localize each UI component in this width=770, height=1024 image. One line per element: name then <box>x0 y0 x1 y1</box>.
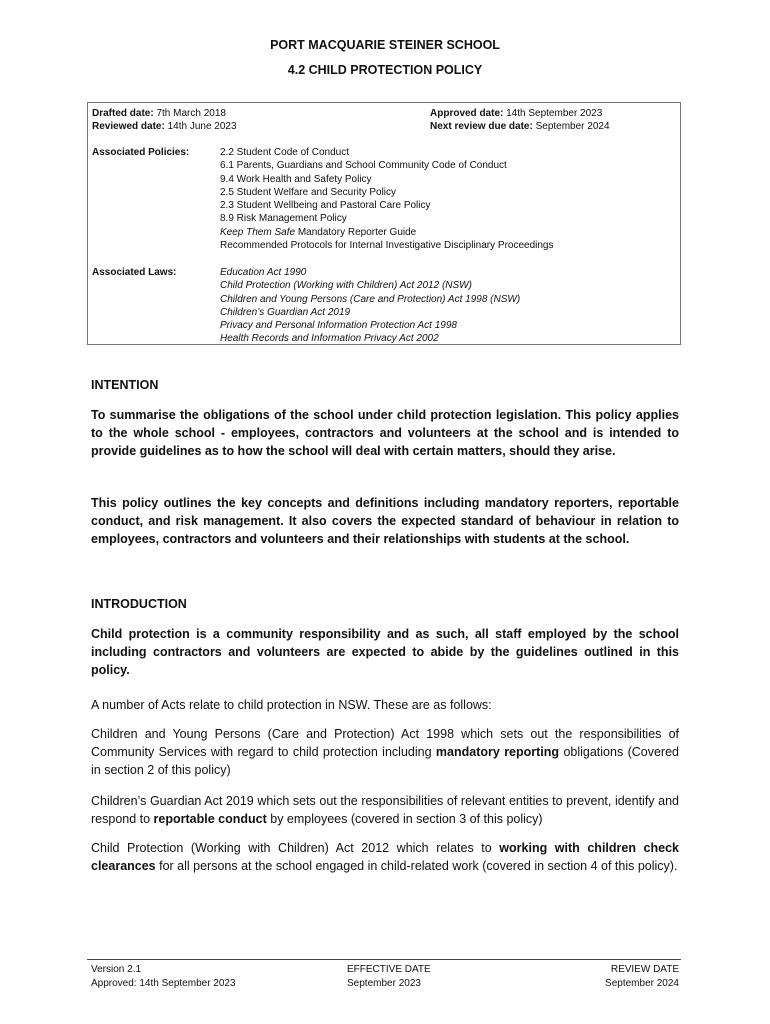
policy-item: 2.3 Student Wellbeing and Pastoral Care Policy <box>220 200 431 212</box>
introduction-paragraph-1: Child protection is a community responsibility and as such, all staff employed by the school including contractors and volunteers are expected to abide by the guidelines outlined in this policy. <box>91 627 679 678</box>
introduction-paragraph-5: Child Protection (Working with Children) Act 2012 which relates to working with children check clearances for all persons at the school engaged in child-related work (covered in section 4 of this policy). <box>91 841 679 874</box>
intention-paragraph-1: To summarise the obligations of the school under child protection legislation. This policy applies to the whole school - employees, contractors and volunteers at the school and is intended to provide guidelines as to how the school will deal with certain matters, should they arise. <box>91 408 679 459</box>
footer-divider <box>87 959 681 960</box>
law-item: Health Records and Information Privacy Act 2002 <box>220 333 439 345</box>
associated-policies-label: Associated Policies: <box>92 147 190 158</box>
policy-info-box <box>87 102 681 345</box>
policy-item: 2.2 Student Code of Conduct <box>220 147 349 158</box>
introduction-paragraph-4: Children’s Guardian Act 2019 which sets out the responsibilities of relevant entities to prevent, identify and respond to reportable conduct by employees (covered in section 3 of this policy) <box>91 794 679 827</box>
policy-item: Keep Them Safe Mandatory Reporter Guide <box>220 226 417 238</box>
drafted-date: Drafted date: 7th March 2018 <box>92 108 226 119</box>
footer-effective-date: EFFECTIVE DATE September 2023 <box>347 964 431 989</box>
introduction-paragraph-3: Children and Young Persons (Care and Protection) Act 1998 which sets out the responsibilities of Community Services with regard to child protection including mandatory reporting obligations (Covered in section 2 of this policy) <box>91 727 679 778</box>
approved-date: Approved date: 14th September 2023 <box>430 108 603 119</box>
intention-heading: INTENTION <box>91 378 159 392</box>
law-item: Education Act 1990 <box>220 267 307 278</box>
introduction-heading: INTRODUCTION <box>91 597 187 611</box>
law-item: Children’s Guardian Act 2019 <box>220 306 351 318</box>
policy-title: 4.2 CHILD PROTECTION POLICY <box>287 63 483 77</box>
introduction-paragraph-2: A number of Acts relate to child protection in NSW. These are as follows: <box>91 698 492 712</box>
associated-laws-label: Associated Laws: <box>92 267 177 278</box>
footer-version: Version 2.1 Approved: 14th September 2023 <box>91 964 236 989</box>
policy-item: Recommended Protocols for Internal Investigative Disciplinary Proceedings <box>220 240 554 252</box>
intention-paragraph-2: This policy outlines the key concepts and definitions including mandatory reporters, reportable conduct, and risk management. It also covers the expected standard of behaviour in relation to employees, contractors and volunteers and their relationships with students at the school. <box>91 496 679 547</box>
associated-laws-list <box>220 266 520 346</box>
school-name: PORT MACQUARIE STEINER SCHOOL <box>270 38 500 52</box>
policy-item: 8.9 Risk Management Policy <box>220 213 347 225</box>
policy-item: 6.1 Parents, Guardians and School Community Code of Conduct <box>220 160 507 172</box>
law-item: Privacy and Personal Information Protection Act 1998 <box>220 320 457 332</box>
footer-review-date: REVIEW DATE September 2024 <box>605 964 679 989</box>
policy-item: 9.4 Work Health and Safety Policy <box>220 173 372 185</box>
reviewed-date: Reviewed date: 14th June 2023 <box>92 121 237 132</box>
next-review-date: Next review due date: September 2024 <box>430 121 610 132</box>
law-item: Child Protection (Working with Children) Act 2012 (NSW) <box>220 280 472 292</box>
associated-policies-list <box>220 146 554 252</box>
policy-item: 2.5 Student Welfare and Security Policy <box>220 186 397 198</box>
law-item: Children and Young Persons (Care and Protection) Act 1998 (NSW) <box>220 293 521 305</box>
